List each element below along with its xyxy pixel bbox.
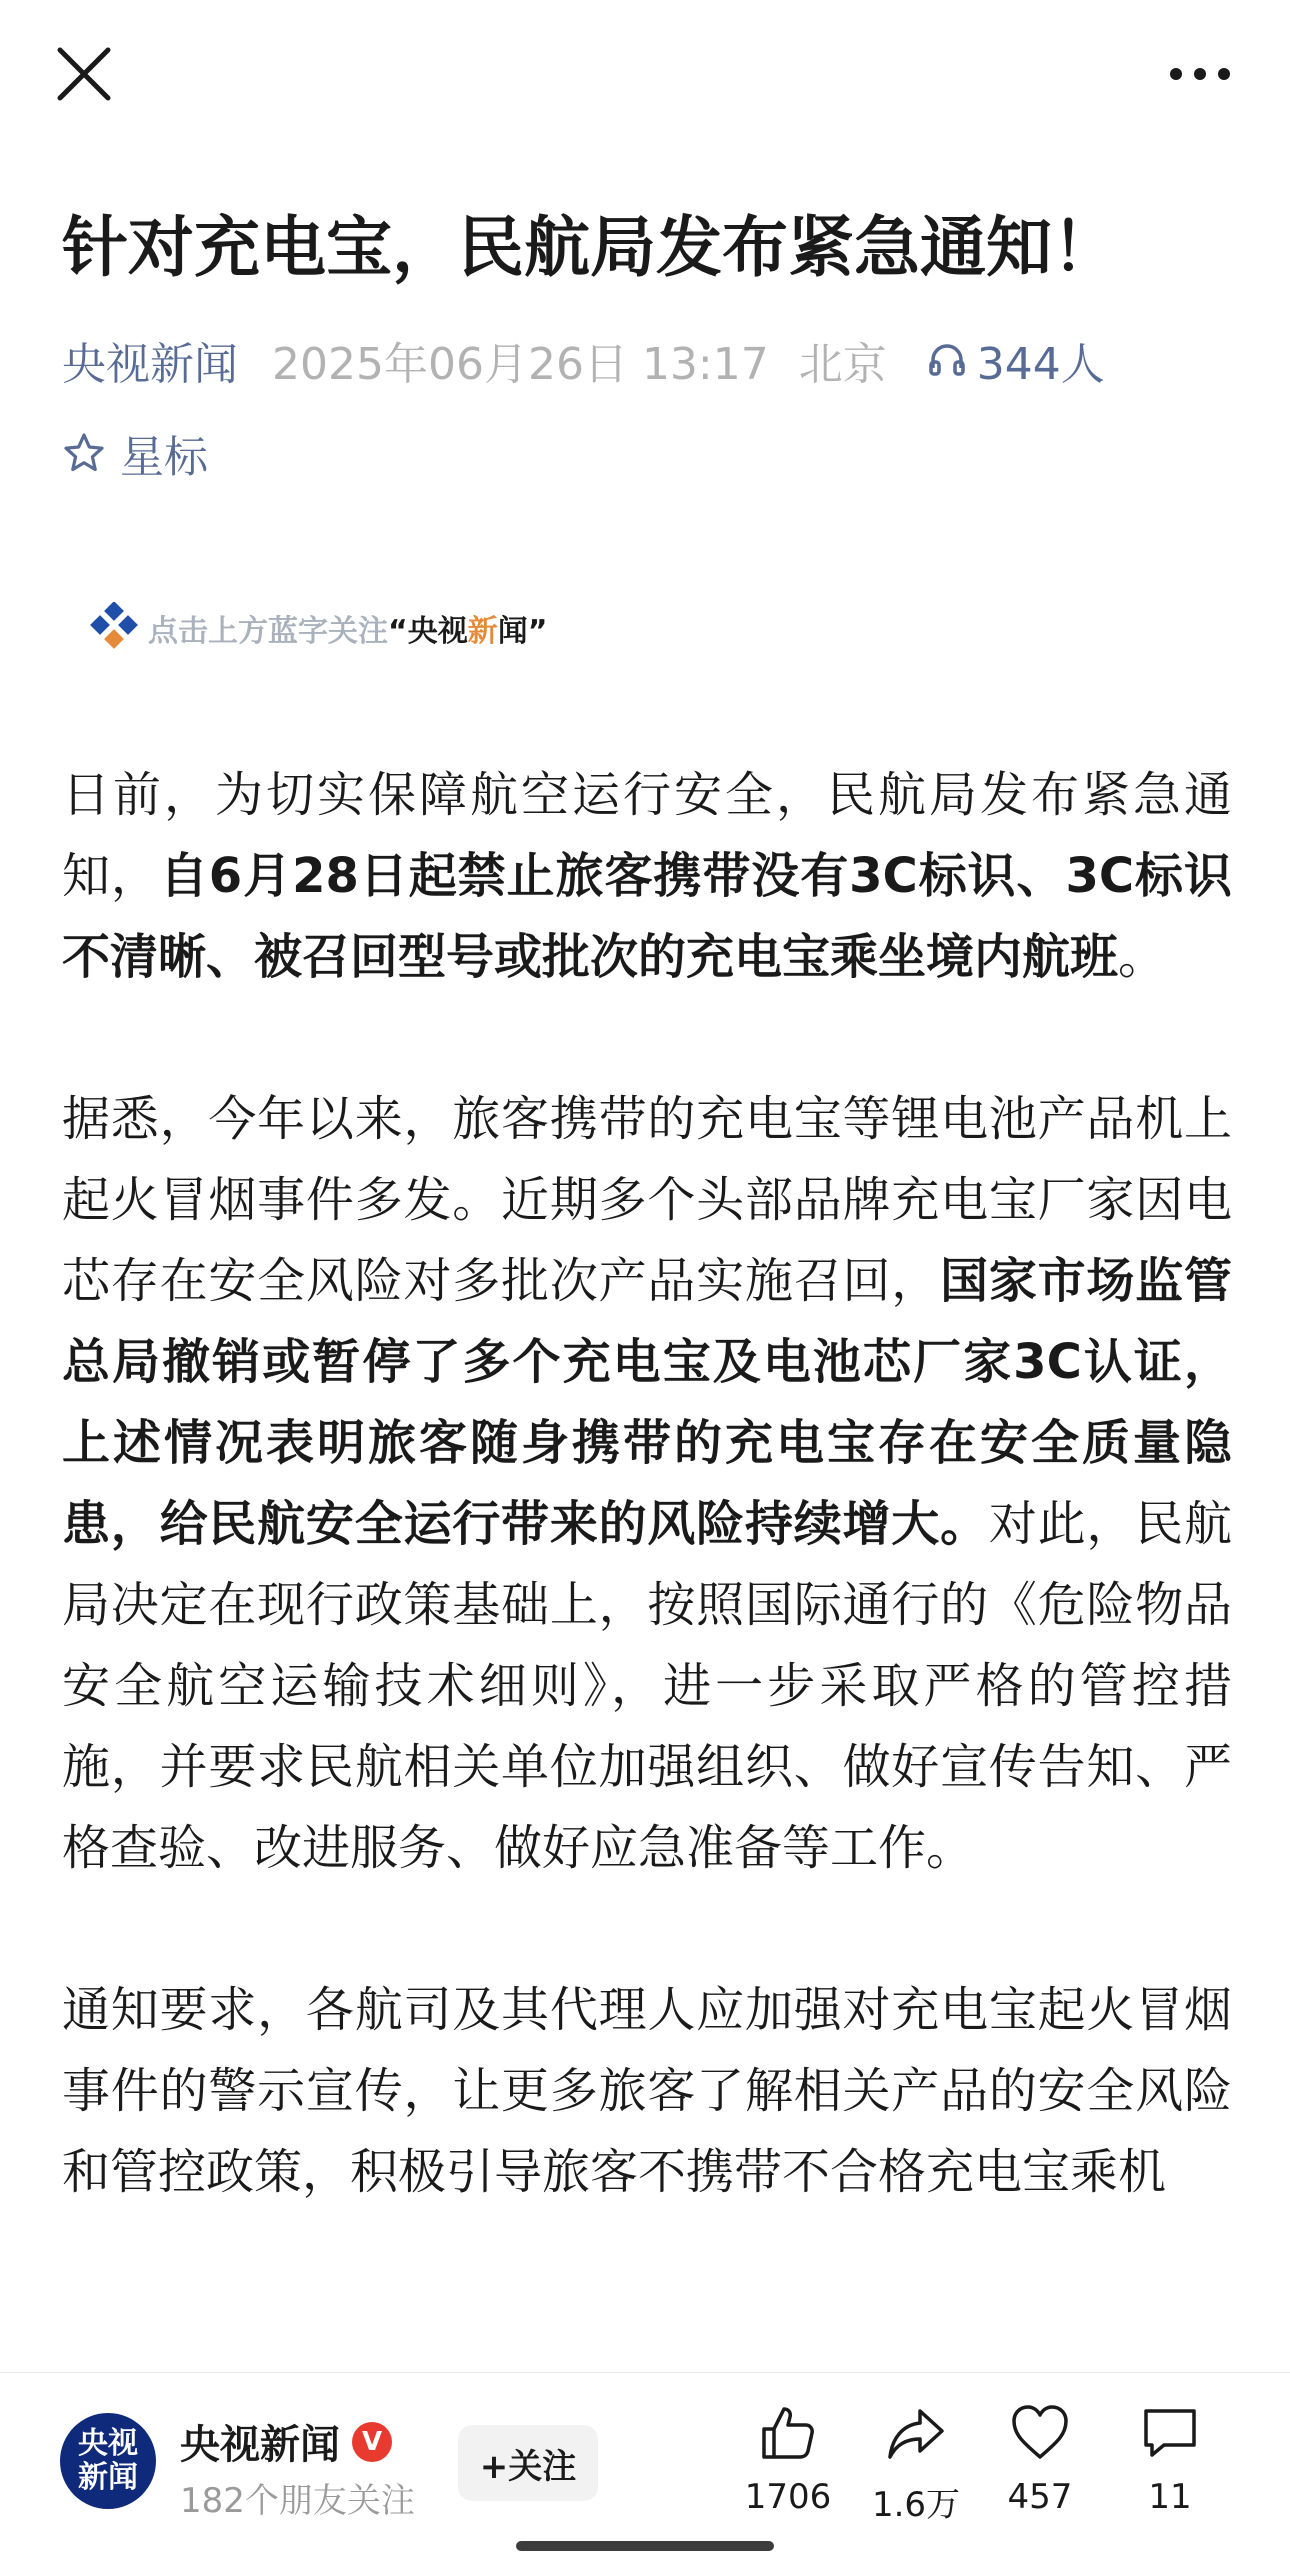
star-icon [62, 431, 106, 475]
follow-banner-brand: “央视新闻” [388, 614, 548, 649]
star-label: 星标 [120, 432, 208, 483]
paragraph-1: 日前，为切实保障航空运行安全，民航局发布紧急通知，自6月28日起禁止旅客携带没有3C标识、3C标识不清晰、被召回型号或批次的充电宝乘坐境内航班。 [62, 767, 1232, 985]
diamond-logo-icon [88, 602, 140, 654]
comment-count: 11 [1148, 2477, 1192, 2517]
share-button[interactable] [856, 2403, 976, 2543]
comment-icon [1140, 2403, 1200, 2463]
bottom-action-bar [0, 2372, 1290, 2564]
author-name[interactable]: 央视新闻 V [180, 2413, 392, 2470]
listen-button[interactable] [927, 328, 1105, 392]
top-bar [0, 0, 1290, 150]
verified-badge: V [352, 2422, 392, 2462]
listener-count: 344人 [976, 339, 1105, 390]
star-button[interactable] [62, 418, 208, 488]
thumbs-up-icon [758, 2403, 818, 2463]
like-button[interactable] [728, 2403, 848, 2543]
share-icon [886, 2403, 946, 2463]
publish-location: 北京 [798, 339, 887, 390]
paragraph-2: 据悉，今年以来，旅客携带的充电宝等锂电池产品机上起火冒烟事件多发。近期多个头部品牌充电宝厂家因电芯存在安全风险对多批次产品实施召回，国家市场监管总局撤销或暂停了多个充电宝及电池芯厂家3C认证，上述情况表明旅客随身携带的充电宝存在安全质量隐患，给民航安全运行带来的风险持续增大。对此，民航局决定在现行政策基础上，按照国际通行的《危险物品安全航空运输技术细则》，进一步采取严格的管控措施，并要求民航相关单位加强组织、做好宣传告知、严格查验、改进服务、做好应急准备等工作。 [62, 1091, 1232, 1876]
article-title: 针对充电宝，民航局发布紧急通知！ [62, 209, 1118, 286]
home-indicator[interactable] [516, 2541, 774, 2551]
share-count: 1.6万 [871, 2485, 961, 2525]
close-icon [48, 38, 120, 110]
avatar[interactable]: 央视 新闻 [60, 2413, 156, 2509]
follow-banner[interactable] [88, 600, 547, 656]
follow-button[interactable]: +关注 [458, 2425, 598, 2501]
close-button[interactable] [48, 38, 120, 110]
source-link[interactable]: 央视新闻 [62, 339, 238, 390]
friends-following: 182个朋友关注 [180, 2481, 415, 2521]
favorite-button[interactable] [980, 2403, 1100, 2543]
more-options-button[interactable] [1160, 50, 1240, 98]
publish-date: 2025年06月26日 13:17 [272, 339, 769, 390]
article-body [62, 755, 1232, 2294]
favorite-count: 457 [1007, 2477, 1073, 2517]
more-icon [1160, 50, 1240, 98]
like-count: 1706 [744, 2477, 832, 2517]
follow-banner-text: 点击上方蓝字关注 [148, 614, 388, 649]
article-meta [62, 325, 1105, 395]
comment-button[interactable] [1110, 2403, 1230, 2543]
headphones-icon [927, 340, 967, 380]
heart-icon [1010, 2403, 1070, 2463]
paragraph-3: 通知要求，各航司及其代理人应加强对充电宝起火冒烟事件的警示宣传，让更多旅客了解相关产品的安全风险和管控政策，积极引导旅客不携带不合格充电宝乘机 [62, 1982, 1232, 2200]
